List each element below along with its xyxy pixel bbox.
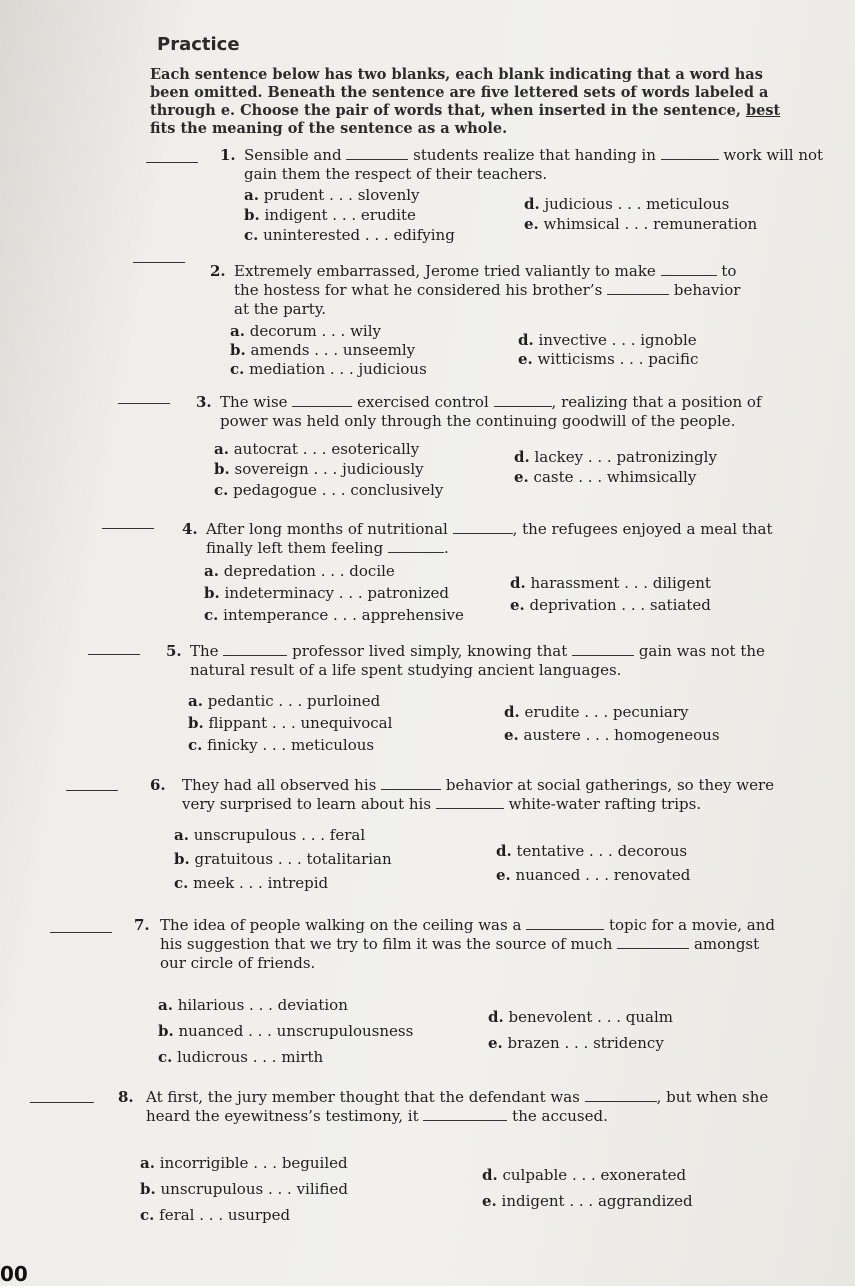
question-number: 1. [220,146,236,164]
question-text [190,642,780,680]
option-text: whimsical . . . remuneration [543,215,758,233]
option-text: brazen . . . stridency [507,1034,664,1052]
question-text [146,1088,776,1126]
question-text-part: gain was not the natural result of a life spent studying ancient languages. [190,642,765,679]
inline-blank [617,936,689,949]
question-text-part: , realizing that a position of power was held only through the continuing goodwill of the people. [220,393,762,430]
option-d[interactable]: d. benevolent . . . qualm [488,1008,673,1026]
option-text: incorrigible . . . beguiled [159,1154,348,1172]
question-text-part: students realize that handing in [413,146,656,164]
option-d[interactable]: d. lackey . . . patronizingly [514,448,717,466]
question-text-part: They had all observed his [182,776,377,794]
option-text: invective . . . ignoble [538,331,697,349]
option-text: hilarious . . . deviation [177,996,348,1014]
question-text [182,776,782,814]
option-c[interactable]: c. finicky . . . meticulous [188,736,375,754]
inline-blank [346,147,408,160]
question-text [220,393,785,431]
option-text: harassment . . . diligent [530,574,711,592]
option-a[interactable]: a. decorum . . . wily [230,322,381,340]
option-e[interactable]: e. indigent . . . aggrandized [482,1192,693,1210]
option-text: feral . . . usurped [159,1206,291,1224]
option-b[interactable]: b. unscrupulous . . . vilified [140,1180,348,1198]
question-text [160,916,780,973]
option-c[interactable]: c. intemperance . . . apprehensive [204,606,464,624]
option-text: judicious . . . meticulous [544,195,730,213]
question-text-part: exercised control [357,393,489,411]
option-c[interactable]: c. uninterested . . . edifying [244,226,455,244]
option-e[interactable]: e. deprivation . . . satiated [510,596,711,614]
question-number: 3. [196,393,212,411]
question-text-part: to the hostess for what he considered his brother’s [234,262,737,299]
option-text: indeterminacy . . . patronized [224,584,450,602]
section-heading: Practice [157,34,240,55]
question-text-part: At first, the jury member thought that the defendant was [146,1088,580,1106]
inline-blank [607,282,669,295]
option-a[interactable]: a. pedantic . . . purloined [188,692,381,710]
option-text: culpable . . . exonerated [502,1166,687,1184]
question-number: 5. [166,642,182,660]
question-number: 4. [182,520,198,538]
option-a[interactable]: a. depredation . . . docile [204,562,395,580]
option-d[interactable]: d. tentative . . . decorous [496,842,688,860]
inline-blank [381,777,441,790]
question-text-part: . [443,539,449,557]
option-text: indigent . . . aggrandized [501,1192,693,1210]
answer-blank-5[interactable] [88,654,140,655]
instructions-text-end: fits the meaning of the sentence as a whole. [150,120,508,137]
option-text: tentative . . . decorous [516,842,688,860]
option-a[interactable]: a. incorrigible . . . beguiled [140,1154,348,1172]
inline-blank [661,147,719,160]
question-text-part: After long months of nutritional [206,520,448,538]
instructions-emphasis: best [745,102,781,119]
question-text-part: work will not gain them the respect of their teachers. [244,146,824,183]
option-text: erudite . . . pecuniary [524,703,689,721]
answer-blank-3[interactable] [118,403,170,404]
option-text: unscrupulous . . . vilified [160,1180,348,1198]
question-number: 8. [118,1088,134,1106]
answer-blank-2[interactable] [133,262,185,263]
option-text: mediation . . . judicious [249,360,427,378]
answer-blank-1[interactable] [146,162,198,163]
option-a[interactable]: a. hilarious . . . deviation [158,996,348,1014]
option-d[interactable]: d. invective . . . ignoble [518,331,697,349]
question-text-part: The wise [220,393,288,411]
option-text: witticisms . . . pacific [537,350,699,368]
option-text: benevolent . . . qualm [508,1008,673,1026]
instructions [150,66,790,138]
question-text-part: behavior at social gatherings, so they were very surprised to learn about his [182,776,775,813]
inline-blank [526,917,604,930]
option-text: autocrat . . . esoterically [233,440,420,458]
question-text-part: , but when she heard the eyewitness’s testimony, it [146,1088,769,1125]
option-c[interactable]: c. ludicrous . . . mirth [158,1048,324,1066]
inline-blank [292,394,352,407]
question-text [244,146,834,184]
question-number: 7. [134,916,150,934]
question-text-part: topic for a movie, and his suggestion that we try to film it was the source of much [160,916,775,953]
answer-blank-7[interactable] [50,932,112,933]
question-number: 6. [150,776,166,794]
option-text: nuanced . . . renovated [515,866,691,884]
option-c[interactable]: c. mediation . . . judicious [230,360,427,378]
option-text: caste . . . whimsically [533,468,697,486]
option-text: pedantic . . . purloined [207,692,381,710]
instructions-text-start: Each sentence below has two blanks, each blank indicating that a word has been omitted. Beneath the sentence are five lettered sets of words labeled a through e. Choose the pair of words that, when inserted in the sentence, [150,66,769,119]
inline-blank [453,521,513,534]
question-text-part: professor lived simply, knowing that [292,642,568,660]
question-text-part: behavior at the party. [234,281,741,318]
option-d[interactable]: d. harassment . . . diligent [510,574,711,592]
option-text: lackey . . . patronizingly [534,448,717,466]
option-b[interactable]: b. amends . . . unseemly [230,341,416,359]
option-d[interactable]: d. erudite . . . pecuniary [504,703,689,721]
option-text: nuanced . . . unscrupulousness [178,1022,414,1040]
inline-blank [388,540,444,553]
option-d[interactable]: d. culpable . . . exonerated [482,1166,687,1184]
question-number: 2. [210,262,226,280]
option-text: austere . . . homogeneous [523,726,720,744]
question-text-part: Extremely embarrassed, Jerome tried valiantly to make [234,262,656,280]
inline-blank [572,643,634,656]
option-e[interactable]: e. whimsical . . . remuneration [524,215,758,233]
option-e[interactable]: e. nuanced . . . renovated [496,866,691,884]
option-c[interactable]: c. feral . . . usurped [140,1206,291,1224]
answer-blank-6[interactable] [66,790,118,791]
question-text-part: The [190,642,219,660]
question-text [234,262,744,319]
option-b[interactable]: b. gratuitous . . . totalitarian [174,850,392,868]
question-text-part: Sensible and [244,146,342,164]
option-e[interactable]: e. austere . . . homogeneous [504,726,720,744]
option-text: meek . . . intrepid [193,874,329,892]
option-text: sovereign . . . judiciously [234,460,424,478]
option-text: indigent . . . erudite [264,206,416,224]
option-b[interactable]: b. indeterminacy . . . patronized [204,584,450,602]
option-text: uninterested . . . edifying [263,226,455,244]
option-text: gratuitous . . . totalitarian [194,850,392,868]
option-text: finicky . . . meticulous [207,736,375,754]
answer-blank-8[interactable] [30,1102,94,1103]
option-text: decorum . . . wily [249,322,381,340]
option-text: pedagogue . . . conclusively [233,481,444,499]
question-text-part: amongst our circle of friends. [160,935,760,972]
option-b[interactable]: b. nuanced . . . unscrupulousness [158,1022,414,1040]
option-e[interactable]: e. brazen . . . stridency [488,1034,664,1052]
question-text-part: The idea of people walking on the ceiling was a [160,916,522,934]
option-b[interactable]: b. sovereign . . . judiciously [214,460,424,478]
question-text-part: the accused. [512,1107,608,1125]
inline-blank [223,643,287,656]
option-text: depredation . . . docile [223,562,395,580]
question-text-part: white-water rafting trips. [508,795,702,813]
answer-blank-4[interactable] [102,528,154,529]
question-text-part: , the refugees enjoyed a meal that finally left them feeling [206,520,773,557]
option-a[interactable]: a. prudent . . . slovenly [244,186,420,204]
option-a[interactable]: a. autocrat . . . esoterically [214,440,420,458]
option-text: ludicrous . . . mirth [177,1048,324,1066]
option-c[interactable]: c. pedagogue . . . conclusively [214,481,444,499]
inline-blank [661,263,717,276]
question-text [206,520,786,558]
option-b[interactable]: b. indigent . . . erudite [244,206,416,224]
inline-blank [423,1108,507,1121]
option-b[interactable]: b. flippant . . . unequivocal [188,714,393,732]
footer-fragment: 00 [0,1262,28,1286]
option-e[interactable]: e. caste . . . whimsically [514,468,697,486]
option-text: prudent . . . slovenly [263,186,420,204]
inline-blank [494,394,552,407]
option-text: unscrupulous . . . feral [193,826,366,844]
option-e[interactable]: e. witticisms . . . pacific [518,350,699,368]
option-text: intemperance . . . apprehensive [223,606,464,624]
option-text: deprivation . . . satiated [529,596,711,614]
option-text: amends . . . unseemly [250,341,416,359]
option-c[interactable]: c. meek . . . intrepid [174,874,329,892]
option-text: flippant . . . unequivocal [208,714,393,732]
option-a[interactable]: a. unscrupulous . . . feral [174,826,366,844]
inline-blank [585,1089,657,1102]
inline-blank [436,796,504,809]
option-d[interactable]: d. judicious . . . meticulous [524,195,730,213]
